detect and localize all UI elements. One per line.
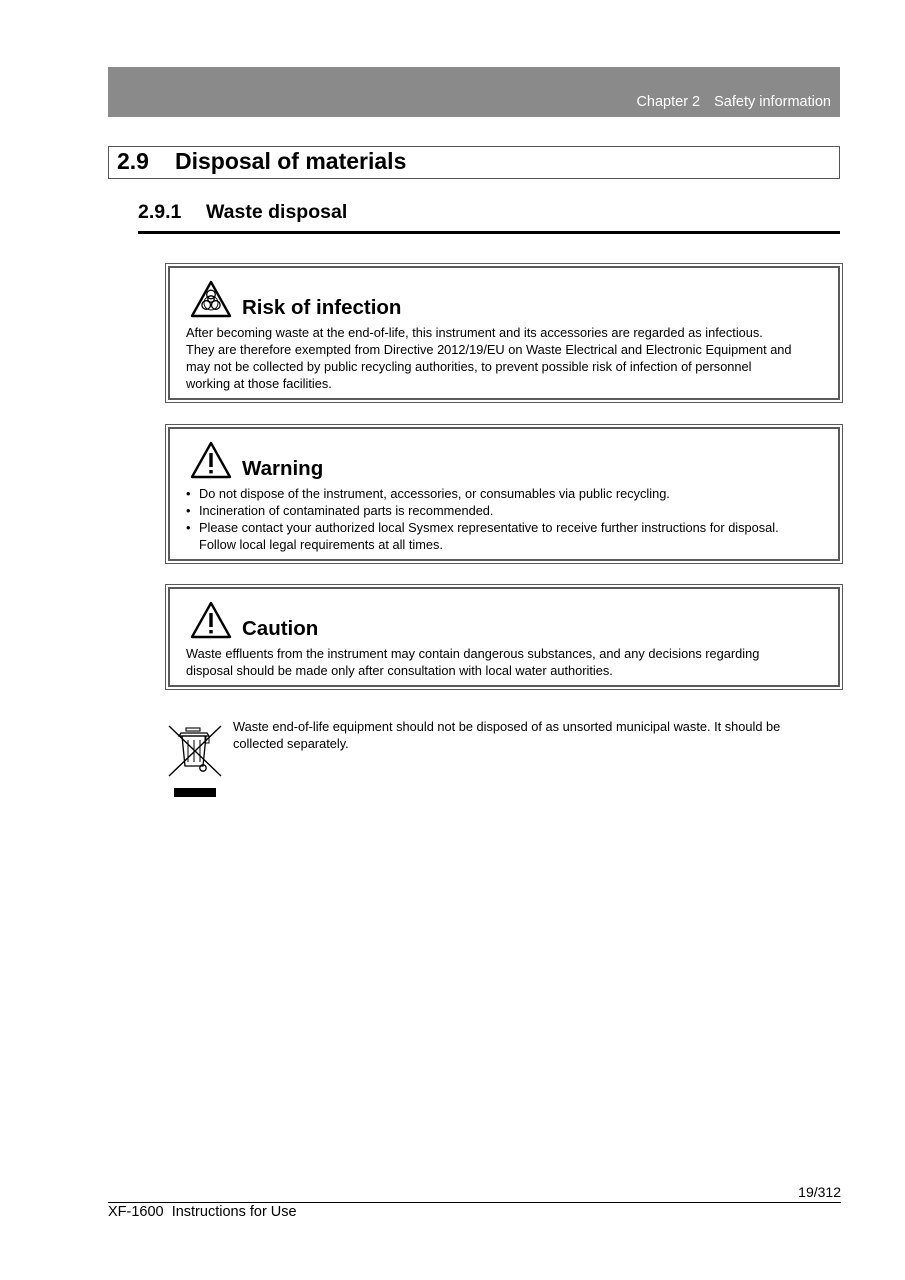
- crossed-out-wheelie-bin-icon: [166, 720, 224, 800]
- weee-line: Waste end-of-life equipment should not be disposed of as unsorted municipal waste. It should be: [233, 719, 781, 734]
- weee-text: [233, 718, 840, 752]
- product-name: XF-1600: [108, 1204, 164, 1220]
- infection-notice-box: [165, 263, 843, 403]
- warning-bullet: • Incineration of contaminated parts is recommended.: [186, 502, 824, 519]
- infection-line: may not be collected by public recycling authorities, to prevent possible risk of infection of personnel: [186, 359, 752, 374]
- section-heading: [108, 146, 840, 179]
- caution-notice-box: [165, 584, 843, 690]
- chapter-label: Chapter 2: [636, 94, 701, 110]
- exclamation-warning-icon: [190, 441, 232, 479]
- warning-bullet: • Please contact your authorized local Sysmex representative to receive further instructions for disposal.: [186, 519, 824, 536]
- infection-line: working at those facilities.: [186, 376, 332, 391]
- infection-line: They are therefore exempted from Directive 2012/19/EU on Waste Electrical and Electronic Equipment and: [186, 342, 792, 357]
- infection-notice-title: Risk of infection: [242, 296, 402, 319]
- warning-bullet-list: [186, 485, 824, 536]
- warning-notice-body: [186, 485, 824, 553]
- section-number: 2.9: [117, 148, 149, 174]
- infection-line: After becoming waste at the end-of-life, this instrument and its accessories are regarded as infectious.: [186, 325, 763, 340]
- footer-divider: [108, 1202, 841, 1203]
- chapter-section-label: Safety information: [714, 94, 831, 110]
- footer-document-title: [108, 1204, 297, 1220]
- chapter-header-bar: [108, 67, 840, 117]
- warning-notice-box: [165, 424, 843, 564]
- chapter-header-text: [636, 94, 831, 110]
- subsection-heading: [138, 200, 840, 234]
- infection-notice-body: [186, 324, 824, 392]
- warning-notice-title: Warning: [242, 457, 324, 480]
- caution-line: disposal should be made only after consultation with local water authorities.: [186, 663, 613, 678]
- page-number: 19/312: [798, 1184, 841, 1200]
- weee-line: collected separately.: [233, 736, 349, 751]
- caution-notice-body: [186, 645, 824, 679]
- warning-continuation: Follow local legal requirements at all times.: [199, 537, 443, 552]
- exclamation-caution-icon: [190, 601, 232, 639]
- subsection-title: Waste disposal: [206, 201, 348, 223]
- biohazard-warning-icon: [190, 280, 232, 318]
- document-title: Instructions for Use: [171, 1204, 297, 1220]
- subsection-number: 2.9.1: [138, 201, 182, 223]
- warning-bullet: • Do not dispose of the instrument, accessories, or consumables via public recycling.: [186, 485, 824, 502]
- caution-line: Waste effluents from the instrument may contain dangerous substances, and any decisions regarding: [186, 646, 760, 661]
- caution-notice-title: Caution: [242, 617, 319, 640]
- section-title: Disposal of materials: [175, 148, 407, 174]
